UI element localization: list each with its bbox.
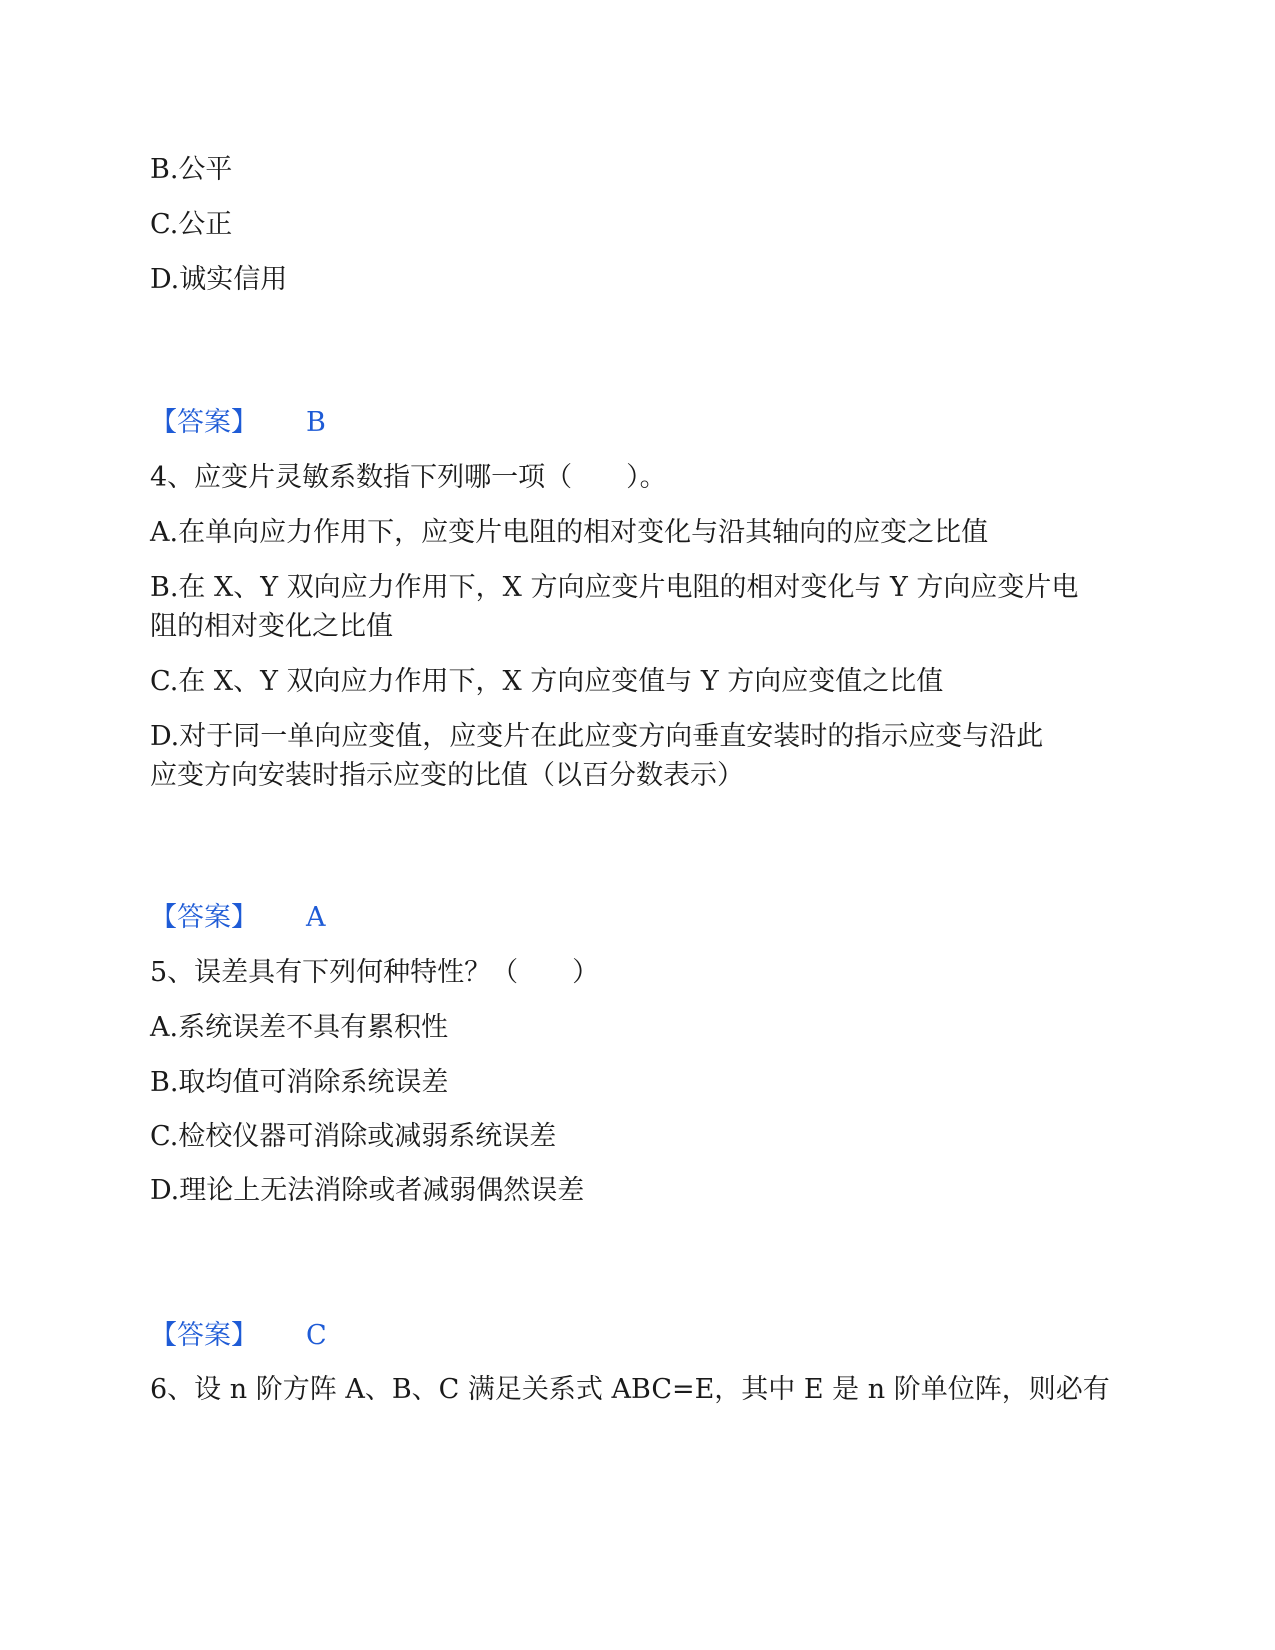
- q3-option-c: C.公正: [150, 209, 233, 240]
- q5-option-a: A.系统误差不具有累积性: [150, 1012, 449, 1043]
- q4-option-d-line1: D.对于同一单向应变值，应变片在此应变方向垂直安装时的指示应变与沿此: [150, 721, 1044, 752]
- answer-label: 【答案】: [150, 902, 258, 933]
- q3-option-d: D.诚实信用: [150, 264, 288, 295]
- answer-label: 【答案】: [150, 1320, 258, 1351]
- q5-answer-value: C: [306, 1320, 327, 1351]
- q4-option-a: A.在单向应力作用下，应变片电阻的相对变化与沿其轴向的应变之比值: [150, 517, 989, 548]
- q5-option-c: C.检校仪器可消除或减弱系统误差: [150, 1121, 557, 1152]
- q4-answer-value: A: [306, 902, 326, 933]
- q4-option-d-line2: 应变方向安装时指示应变的比值（以百分数表示）: [150, 760, 744, 791]
- q4-option-b-line2: 阻的相对变化之比值: [150, 611, 393, 642]
- answer-label: 【答案】: [150, 407, 258, 438]
- q5-answer-row: [150, 1316, 327, 1356]
- q3-answer-value: B: [306, 407, 326, 438]
- q3-answer-row: [150, 403, 326, 443]
- q4-answer-row: [150, 898, 326, 938]
- q6-stem: 6、设 n 阶方阵 A、B、C 满足关系式 ABC=E，其中 E 是 n 阶单位阵，则必有: [150, 1374, 1110, 1405]
- q3-option-b: B.公平: [150, 154, 233, 185]
- q5-option-b: B.取均值可消除系统误差: [150, 1067, 449, 1098]
- q4-option-c: C.在 X、Y 双向应力作用下，X 方向应变值与 Y 方向应变值之比值: [150, 666, 944, 697]
- q5-option-d: D.理论上无法消除或者减弱偶然误差: [150, 1175, 585, 1206]
- q4-option-b-line1: B.在 X、Y 双向应力作用下，X 方向应变片电阻的相对变化与 Y 方向应变片电: [150, 572, 1079, 603]
- q5-stem: 5、误差具有下列何种特性？（ ）: [150, 957, 600, 988]
- q4-stem: 4、应变片灵敏系数指下列哪一项（ ）。: [150, 462, 667, 493]
